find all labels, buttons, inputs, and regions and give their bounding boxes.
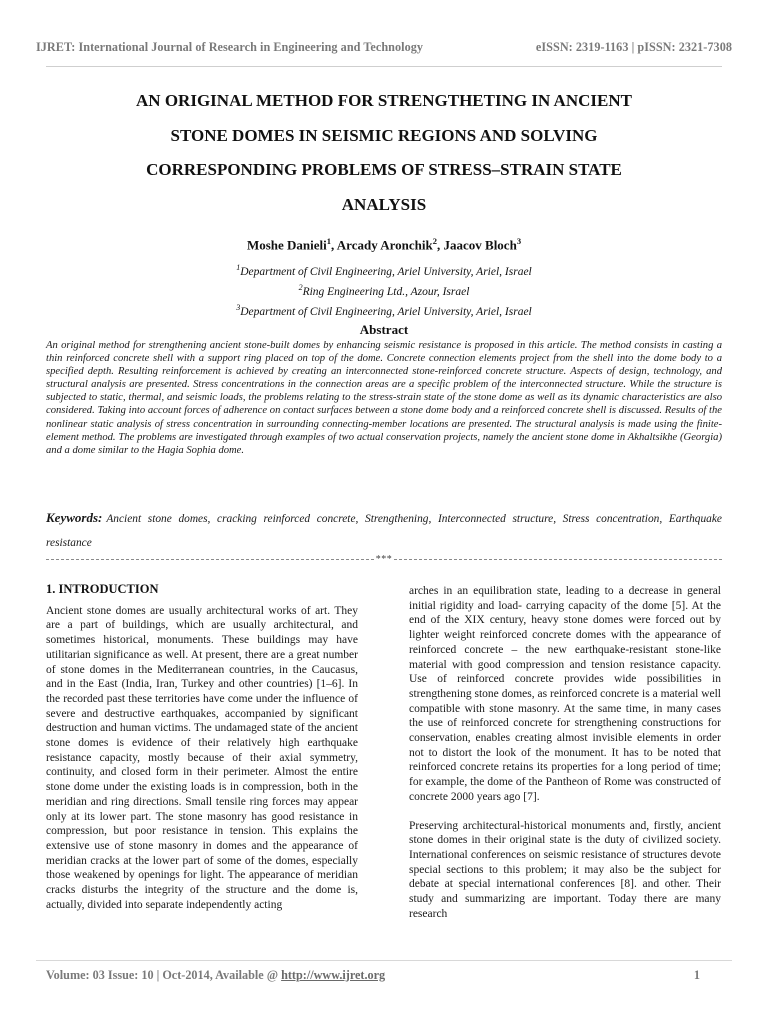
author-affil-mark: 1 [326, 236, 331, 246]
footer-volume-info: Volume: 03 Issue: 10 | Oct-2014, Available @ [46, 968, 282, 982]
keywords-label: Keywords: [46, 510, 103, 525]
left-column [46, 582, 358, 912]
affiliation-text: Ring Engineering Ltd., Azour, Israel [302, 285, 470, 298]
abstract-heading: Abstract [359, 322, 409, 337]
divider-line [46, 559, 374, 560]
issn-info: eISSN: 2319-1163 | pISSN: 2321-7308 [535, 40, 732, 54]
section-heading: 1. INTRODUCTION [46, 582, 159, 596]
divider-stars: *** [375, 554, 393, 565]
author-separator: , [331, 237, 337, 253]
running-header [36, 40, 732, 55]
affiliation-line [0, 280, 768, 300]
affil-mark: 3 [236, 302, 241, 312]
page-number: 1 [693, 968, 700, 982]
affiliation-text: Department of Civil Engineering, Ariel University, Ariel, Israel [240, 305, 532, 318]
footer-rule [36, 960, 732, 961]
affil-mark: 2 [298, 282, 303, 292]
author-name: Jaacov Bloch [443, 237, 517, 253]
keywords [46, 506, 722, 555]
journal-name: IJRET: International Journal of Research in Engineering and Technology [36, 40, 423, 54]
title-line: CORRESPONDING PROBLEMS OF STRESS–STRAIN STATE [146, 160, 622, 179]
affiliation-text: Department of Civil Engineering, Ariel University, Ariel, Israel [240, 265, 532, 278]
affil-mark: 1 [236, 263, 241, 272]
affiliation-line [0, 260, 768, 280]
author-name: Arcady Aronchik [336, 237, 433, 253]
section-divider [46, 554, 722, 565]
paper-title [60, 84, 708, 222]
body-paragraph: Ancient stone domes are usually architectural works of art. They are a part of buildings, which are usually architectural, and sometimes historical, monuments. These buildings may have utilitarian significance as well. At present, there are a great number of stone domes in the Mediterranean countries, in the Caucasus, and in the East (India, Iran, Turkey and other countries) [1–6]. In the recorded past these territories have come under the influence of severe and destructive earthquakes, accompanied by significant destruction and human victims. The undamaged state of the ancient stone domes is evidence of their relatively high earthquake resistance capacity, mostly because of their axial symmetry, continuity, and closed form in their perimeter. Almost the entire stone dome under the existing loads is in compression, both in the meridian and ring directions. Small tensile ring forces may appear only at its lower part. The stone masonry has good resistance in compression, but poor resistance in tension. This explains the extensive use of stone masonry in domes and the appearance of meridian cracks at the lower part of some of the domes, especially those weakened by openings for light. The appearance of meridian cracks disturbs the integrity of the structure and the dome is, actually, divided into separate independently acting [46, 604, 358, 911]
abstract-text: An original method for strengthening ancient stone-built domes by enhancing seismic resistance is proposed in this article. The method consists in casting a thin reinforced concrete shell with a support ring placed on top of the dome. Concrete connection elements project from the shell into the dome body to a specified depth. Resulting reinforcement is achieved by creating an interconnected stone-reinforced concrete structure. Aspects of design, technology, and structural analysis are presented. Stress concentrations in the connection areas are a specific problem of the interconnected structure. While the structure is subjected to static, thermal, and seismic loads, the problems relating to the stress-strain state of the stone dome as well as its dynamic characteristics are also considered. Taking into account forces of adherence on contact surfaces between a stone dome body and a reinforced concrete shell is discussed. Results of the nonlinear static analysis of stress concentration in surrounding connecting-member locations are presented. The structural analysis is made using the finite-element method. The problems are investigated through examples of two actual conservation projects, namely the ancient stone dome in Akhaltsikhe (Georgia) and a dome similar to the Hagia Sophia dome. [46, 340, 722, 456]
affiliations [0, 260, 768, 319]
author-separator: , [437, 237, 444, 253]
page-footer [46, 968, 694, 983]
author-name: Moshe Danieli [246, 237, 327, 253]
author-affil-mark: 2 [432, 236, 437, 246]
author-affil-mark: 3 [516, 236, 522, 246]
title-line: ANALYSIS [341, 194, 427, 214]
header-rule [46, 66, 722, 67]
title-line: AN ORIGINAL METHOD FOR STRENGTHETING IN ANCIENT [136, 91, 632, 110]
title-line: STONE DOMES IN SEISMIC REGIONS AND SOLVING [170, 125, 598, 145]
body-paragraph: arches in an equilibration state, leading to a decrease in general initial rigidity and load- carrying capacity of the dome [5]. At the end of the XIX century, heavy stone domes were forced out by lighter weight reinforced concrete domes with the appearance of reinforced concrete – the new earthquake-resistant stone-like material with good compression and tension resistance capacity. Use of reinforced concrete provides wide possibilities in strengthening stone domes, as reinforced concrete is a material well compatible with stone masonry. At the same time, in many cases the use of reinforced concrete for strengthening constructions for conservation, enables creating almost invisible elements in order not to distort the look of the monument. It has to be noted that reinforced concrete retains its properties for a long period of time; for example, the dome of the Pantheon of Rome was constructed of concrete 2000 years ago [7]. [409, 585, 721, 803]
journal-url-link[interactable]: http://www.ijret.org [281, 968, 386, 982]
affiliation-line [0, 300, 768, 320]
body-paragraph: Preserving architectural-historical monuments and, firstly, ancient stone domes in their original state is the duty of civilized society. International conferences on seismic resistance of structures devote special sections to this problem; it may also be the subject for debate at special international conferences [8]. and other. Their study and summarizing are important. Today there are many research [409, 819, 721, 920]
divider-line [394, 559, 722, 560]
author-list [0, 236, 768, 253]
right-column [409, 584, 721, 921]
keywords-text: Ancient stone domes, cracking reinforced concrete, Strengthening, Interconnected structure, Stress concentration, Earthquake resistance [46, 513, 722, 549]
